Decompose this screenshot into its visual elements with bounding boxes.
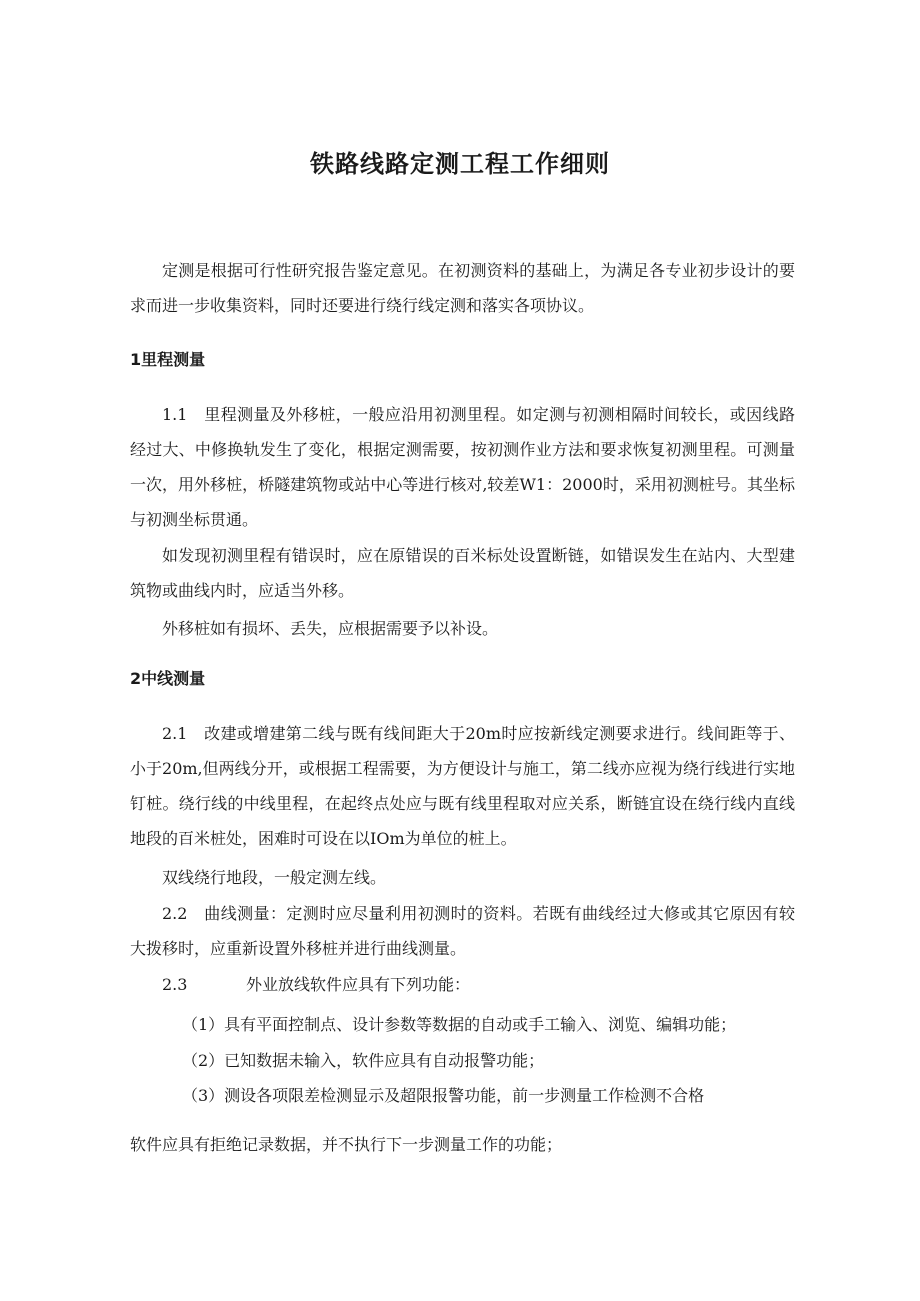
section-2-paragraph-2: 双线绕行地段，一般定测左线。 <box>162 868 387 887</box>
list-item: （2）已知数据未输入，软件应具有自动报警功能； <box>182 1051 545 1070</box>
section-1-heading: 1里程测量 <box>130 350 206 369</box>
section-2-1-paragraph: 2.1 改建或增建第二线与既有线间距大于20m时应按新线定测要求进行。线间距等于、小于20m,但两线分开，或根据工程需要，为方便设计与施工，第二线亦应视为绕行线进行实地钉桩。绕行线的中线里程，在起终点处应与既有线里程取对应关系，断链宜设在绕行线内直线地段的百米桩处，困难时可设在以IOm为单位的桩上。 <box>130 724 795 848</box>
section-1-paragraph-2: 如发现初测里程有错误时，应在原错误的百米标处设置断链，如错误发生在站内、大型建筑物或曲线内时，应适当外移。 <box>130 546 795 600</box>
document-title: 铁路线路定测工程工作细则 <box>310 150 610 178</box>
section-2-heading: 2中线测量 <box>130 669 206 688</box>
section-2-3-text: 外业放线软件应具有下列功能： <box>246 975 471 994</box>
list-item: （1）具有平面控制点、设计参数等数据的自动或手工输入、浏览、编辑功能； <box>182 1015 737 1034</box>
section-2-2-paragraph: 2.2 曲线测量：定测时应尽量利用初测时的资料。若既有曲线经过大修或其它原因有较大拨移时，应重新设置外移桩并进行曲线测量。 <box>130 904 795 958</box>
list-item: （3）测设各项限差检测显示及超限报警功能，前一步测量工作检测不合格 <box>182 1086 705 1105</box>
section-2-3-line <box>162 970 470 1000</box>
section-1-1-paragraph: 1.1 里程测量及外移桩，一般应沿用初测里程。如定测与初测相隔时间较长，或因线路经过大、中修换轨发生了变化，根据定测需要，按初测作业方法和要求恢复初测里程。可测量一次，用外移桩，桥隧建筑物或站中心等进行核对,较差W1：2000时，采用初测桩号。其坐标与初测坐标贯通。 <box>130 405 795 529</box>
section-1-paragraph-3: 外移桩如有损坏、丢失，应根据需要予以补设。 <box>162 619 499 638</box>
section-2-3-number: 2.3 <box>162 975 188 994</box>
intro-paragraph: 定测是根据可行性研究报告鉴定意见。在初测资料的基础上，为满足各专业初步设计的要求而进一步收集资料，同时还要进行绕行线定测和落实各项协议。 <box>130 261 795 315</box>
tail-paragraph: 软件应具有拒绝记录数据，并不执行下一步测量工作的功能； <box>130 1135 563 1154</box>
